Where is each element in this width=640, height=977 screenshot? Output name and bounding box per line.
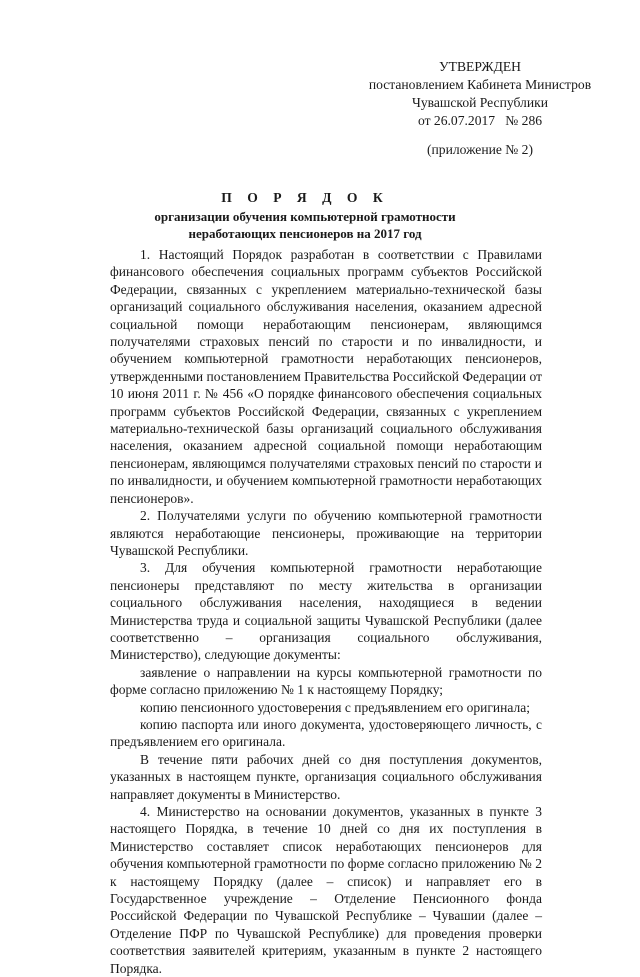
paragraph-3-item-3: копию паспорта или иного документа, удостоверяющего личность, с предъявлением его оригинала.: [110, 716, 542, 750]
document-title: П О Р Я Д О К: [221, 190, 389, 205]
paragraph-3-item-1: заявление о направлении на курсы компьютерной грамотности по форме согласно приложению № 1 к настоящему Порядку;: [110, 664, 542, 698]
document-title-block: [105, 188, 505, 242]
document-subtitle-1: организации обучения компьютерной грамотности: [154, 209, 456, 224]
approval-line-2: Чувашской Республики: [412, 95, 548, 110]
approval-line-3: от 26.07.2017 № 286: [417, 113, 543, 128]
approval-line-1: постановлением Кабинета Министров: [368, 77, 592, 92]
paragraph-3: 3. Для обучения компьютерной грамотности неработающие пенсионеры представляют по месту жительства в организации социального обслуживания населения, находящиеся в ведении Министерства труда и социальной защиты Чувашской Республики (далее соответственно – организация социального обслуживания, Министерство), следующие документы:: [110, 560, 542, 663]
paragraph-2: 2. Получателями услуги по обучению компьютерной грамотности являются неработающие пенсионеры, проживающие на территории Чувашской Республики.: [110, 508, 542, 558]
document-body: [110, 246, 542, 977]
paragraph-1: 1. Настоящий Порядок разработан в соответствии с Правилами финансового обеспечения социальных программ субъектов Российской Федерации, связанных с укреплением материально-технической базы организаций социального обслуживания населения, оказанием адресной социальной помощи неработающим пенсионерам, являющимся получателями страховых пенсий по старости и по инвалидности, и обучением компьютерной грамотности неработающих пенсионеров, утвержденными постановлением Правительства Российской Федерации от 10 июня 2011 г. № 456 «О порядке финансового обеспечения социальных программ субъектов Российской Федерации, связанных с укреплением материально-технической базы организаций социального обслуживания населения, оказанием адресной социальной помощи неработающим пенсионерам, являющимся получателями страховых пенсий по старости и по инвалидности, и обучением компьютерной грамотности неработающих пенсионеров».: [110, 247, 542, 506]
appendix-note: (приложение № 2): [426, 142, 534, 157]
paragraph-3-note: В течение пяти рабочих дней со дня поступления документов, указанных в настоящем пункте, организация социального обслуживания направляет документы в Министерство.: [110, 751, 542, 802]
approval-stamp-title: УТВЕРЖДЕН: [439, 59, 521, 74]
approval-block: [330, 58, 630, 130]
paragraph-3-item-2: копию пенсионного удостоверения с предъявлением его оригинала;: [140, 699, 530, 715]
document-subtitle-2: неработающих пенсионеров на 2017 год: [188, 226, 422, 241]
paragraph-4: 4. Министерство на основании документов, указанных в пункте 3 настоящего Порядка, в течение 10 дней со дня их поступления в Министерство составляет список неработающих пенсионеров для обучения компьютерной грамотности по форме согласно приложению № 2 к настоящему Порядку (далее – список) и направляет его в Государственное учреждение – Отделение Пенсионного фонда Российской Федерации по Чувашской Республике – Чувашии (далее – Отделение ПФР по Чувашской Республике) для проведения проверки соответствия заявителей критериям, указанным в пункте 2 настоящего Порядка.: [110, 804, 542, 976]
